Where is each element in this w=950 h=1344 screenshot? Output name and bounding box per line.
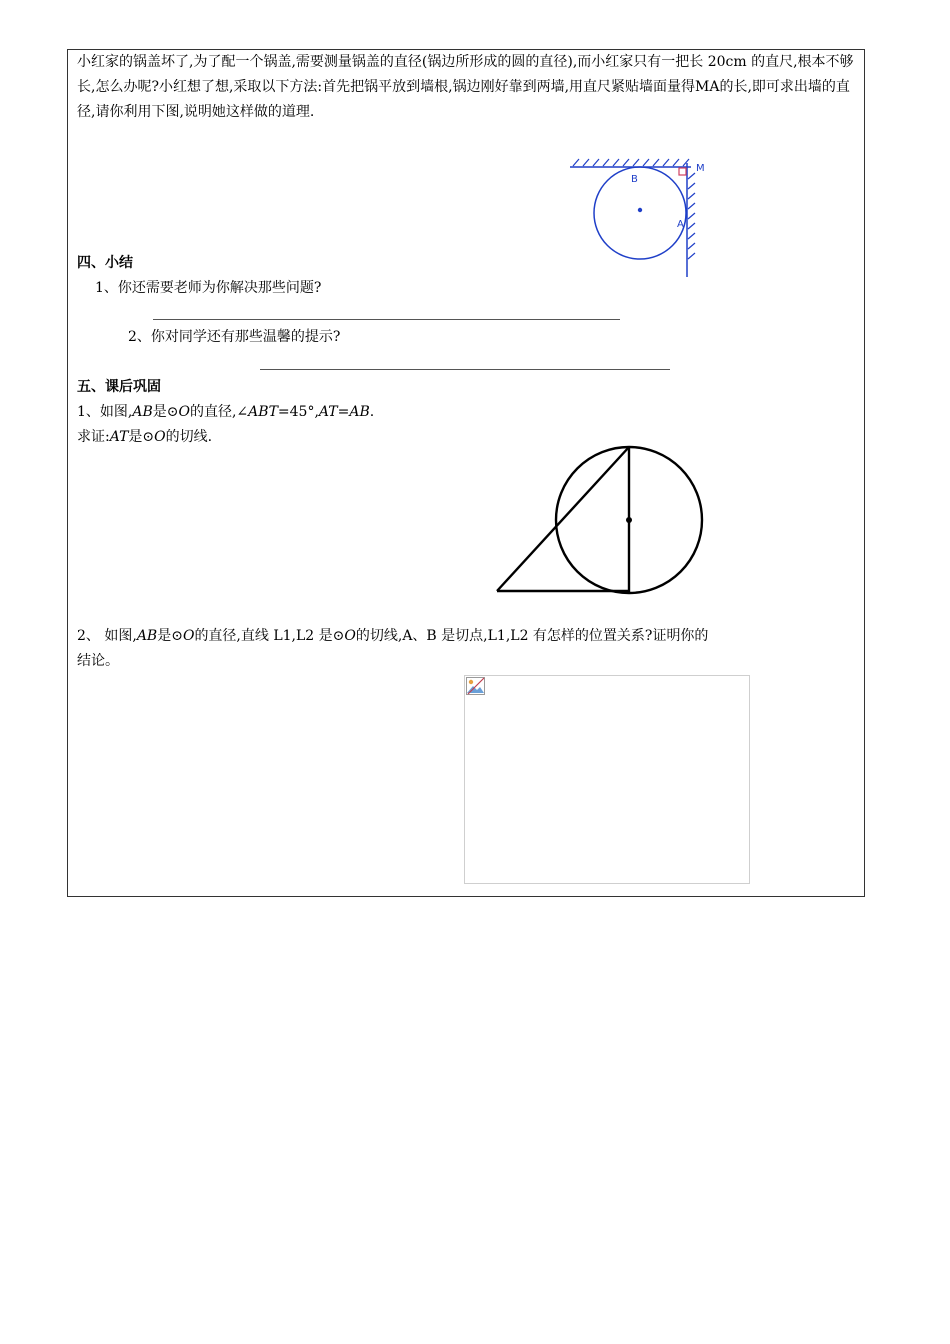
top-wall-hatching [573,159,689,166]
ex1-segment-ab: AB [132,404,153,420]
broken-image-icon [466,677,485,695]
ex1-text: =45°, [277,404,319,420]
exercise-1-statement [77,401,374,423]
summary-question-1: 1、你还需要老师为你解决那些问题? [95,280,322,296]
ex1-segment-at: AT [318,404,338,420]
right-angle-marker [679,168,686,175]
ex1-text: = [337,404,350,420]
ex1-angle-abt: ABT [248,404,278,420]
exercise-1-prove [77,426,212,448]
problem-intro-text: 小红家的锅盖坏了,为了配一个锅盖,需要测量锅盖的直径(锅边所形成的圆的直径),而小红家只有一把长 20cm 的直尺,根本不够长,怎么办呢?小红想了想,采取以下方法:首先把锅平放到墙根,锅边刚好靠到两墙,用直尺紧贴墙面量得MA的长,即可求出墙的直径,请你利用下图,说明她这样做的道理. [77,54,854,120]
prove-text: 是⊙ [128,429,155,445]
ex2-text: 的直径,直线 L1,L2 是⊙ [194,628,345,644]
tangent-circle-figure [475,425,715,615]
answer-line-1[interactable] [153,319,620,320]
pot-circle [594,167,686,259]
prove-label: 求证: [77,429,110,445]
ex1-text: 的直径,∠ [189,404,249,420]
label-b: B [631,174,638,185]
wall-pot-figure [565,155,715,280]
prove-text: 的切线. [165,429,213,445]
ex2-circle-o: O [344,628,356,644]
ex1-segment-ab: AB [349,404,370,420]
missing-image-placeholder [464,675,750,884]
exercise-2-line-2: 结论。 [77,653,119,669]
center-dot [638,208,642,212]
ex2-text: 是⊙ [157,628,183,644]
ex2-text: 的切线,A、B 是切点,L1,L2 有怎样的位置关系?证明你的 [355,628,709,644]
summary-heading: 四、小结 [77,255,133,271]
ex1-circle-o: O [178,404,190,420]
prove-segment-at: AT [109,429,129,445]
ex2-circle-o: O [182,628,195,644]
side-wall-hatching [688,173,695,259]
center-point [626,517,632,523]
ex1-text: 是⊙ [152,404,179,420]
summary-question-2: 2、你对同学还有那些温馨的提示? [128,329,341,345]
prove-circle-o: O [154,429,166,445]
label-a: A [677,219,684,230]
ex1-number: 1、如图, [77,404,133,420]
homework-heading: 五、课后巩固 [77,379,161,395]
ex2-segment-ab: AB [136,628,158,644]
answer-line-2[interactable] [260,369,670,370]
exercise-2-statement [77,625,708,647]
segment-bt [497,447,629,591]
ex2-number: 2、 如图, [77,628,137,644]
ex1-text: . [369,404,375,420]
label-m: M [696,163,705,174]
